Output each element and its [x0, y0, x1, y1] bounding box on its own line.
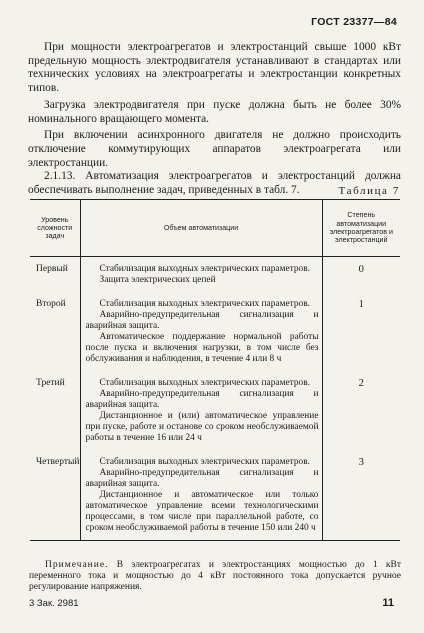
paragraph: При включении асинхронного двигателя не должно происходить отключение коммутирующих аппаратов электроагрегата или электростанции.	[28, 129, 401, 169]
scope-item: Аварийно-предупредительная сигнализация и аварийная защита.	[85, 389, 319, 410]
header-level: Уровень сложности задач	[30, 200, 80, 257]
paragraph: 2.1.13. Автоматизация электроагрегатов и электростанций должна обеспечивать выполнение задач, приведенных в табл. 7.	[28, 170, 401, 197]
header-scope: Объем автоматизации	[80, 200, 322, 257]
scope-cell	[80, 450, 322, 541]
note-label: Примечание.	[45, 560, 109, 570]
degree-cell: 0	[322, 257, 400, 293]
level-cell: Первый	[36, 264, 68, 274]
level-cell: Четвертый	[30, 450, 80, 541]
scope-item: Аварийно-предупредительная сигнализация и аварийная защита.	[85, 310, 319, 331]
scope-item: Стабилизация выходных электрических параметров.	[99, 457, 311, 467]
paragraph: При мощности электроагрегатов и электростанций свыше 1000 кВт предельную мощность электродвигателя устанавливают в стандартах или технических условиях на электроагрегаты и электростанции конкретных типов.	[28, 41, 401, 95]
scope-cell	[80, 257, 322, 293]
note-text: В электроагрегатах и электростанциях мощностью до 1 кВт переменного тока и мощностью до 4 кВт постоянного тока допускается ручное регулирование напряжения.	[29, 560, 401, 593]
degree-cell: 1	[322, 292, 400, 371]
degree-cell: 3	[322, 450, 400, 541]
level-cell: Третий	[36, 378, 65, 388]
header-degree: Степень автоматизации электроагрегатов и электростанций	[322, 200, 400, 257]
table-header-row	[30, 200, 400, 257]
level-cell: Второй	[36, 299, 66, 309]
table-row	[30, 450, 400, 541]
body-text	[28, 41, 401, 198]
table-row	[30, 257, 400, 293]
table-note	[29, 560, 401, 594]
scope-item: Дистанционное и автоматическое или только автоматическое управление всеми технологическими процессами, в том числе при параллельной работе, со сроком необслуживаемой работы в течение 150 или 240 ч	[85, 490, 319, 533]
scope-cell	[80, 292, 322, 371]
table-row	[30, 292, 400, 371]
scope-item: Защита электрических цепей	[99, 275, 216, 285]
automation-table	[30, 199, 400, 541]
scope-item: Автоматическое поддержание нормальной работы после пуска и включения нагрузки, в том числе без обслуживания и наблюдения, в течение 4 или 8 ч	[85, 332, 319, 364]
table-caption: Таблица 7	[338, 185, 400, 197]
degree-cell: 2	[322, 371, 400, 450]
document-header: ГОСТ 23377—84	[311, 16, 397, 28]
scope-item: Стабилизация выходных электрических параметров.	[99, 299, 311, 309]
page-number: 11	[382, 597, 394, 609]
scope-item: Аварийно-предупредительная сигнализация и аварийная защита.	[85, 468, 319, 489]
paragraph: Загрузка электродвигателя при пуске должна быть не более 30% номинального вращающего момента.	[28, 98, 401, 125]
print-order-mark: 3 Зак. 2981	[29, 598, 79, 609]
scope-item: Стабилизация выходных электрических параметров.	[99, 378, 311, 388]
scope-item: Стабилизация выходных электрических параметров.	[99, 264, 311, 274]
scope-item: Дистанционное и (или) автоматическое управление при пуске, работе и останове со сроком необслуживаемой работы в течение 16 или 24 ч	[85, 411, 319, 443]
table-row	[30, 371, 400, 450]
scope-cell	[80, 371, 322, 450]
